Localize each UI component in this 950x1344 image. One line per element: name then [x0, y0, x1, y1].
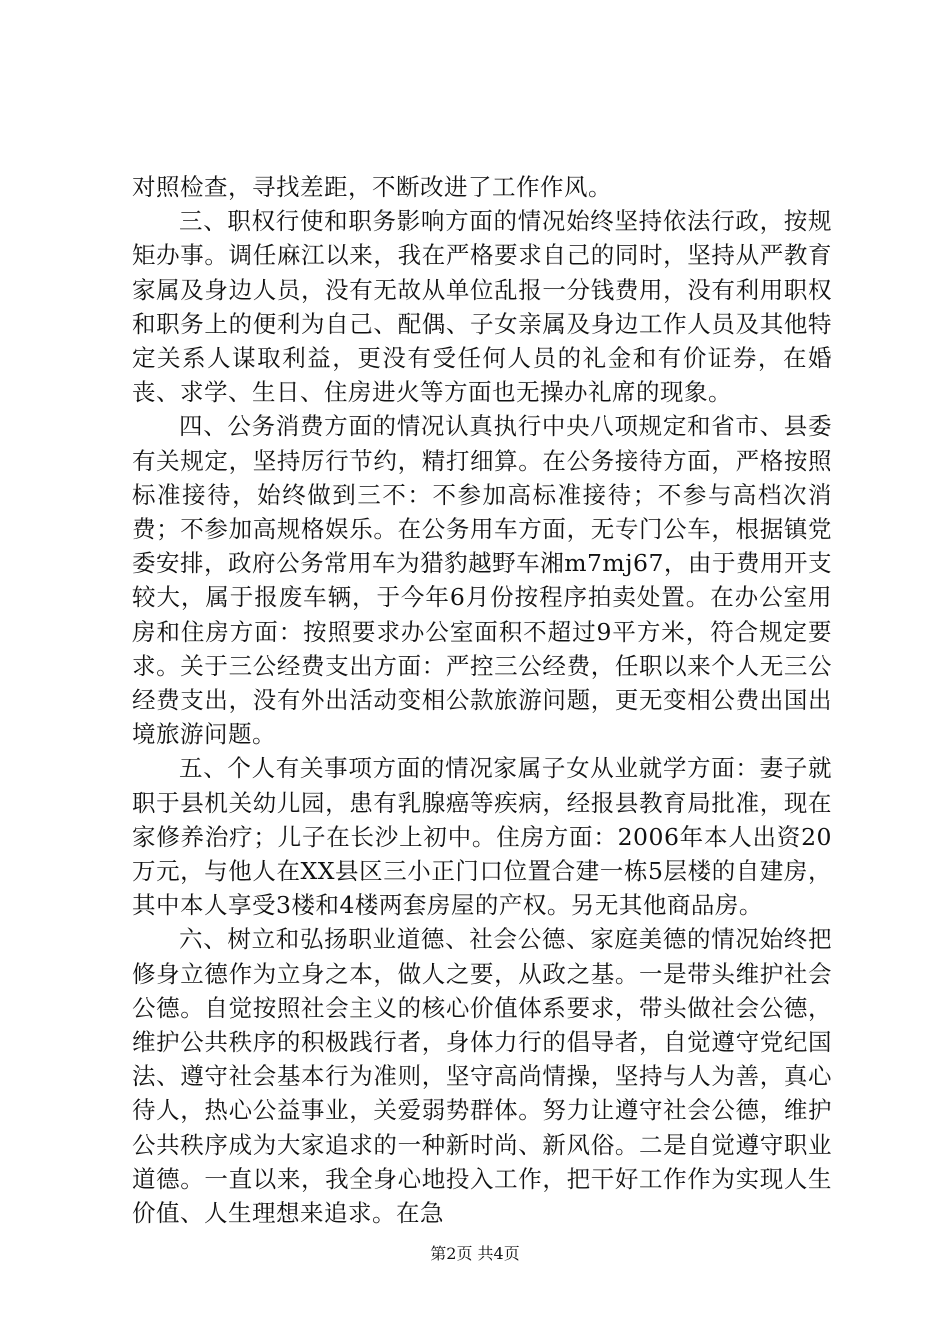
paragraph-2: 三、职权行使和职务影响方面的情况始终坚持依法行政，按规矩办事。调任麻江以来，我在严格要求自己的同时，坚持从严教育家属及身边人员，没有无故从单位乱报一分钱费用，没有利用职权和职务上的便利为自己、配偶、子女亲属及身边工作人员及其他特定关系人谋取利益，更没有受任何人员的礼金和有价证券，在婚丧、求学、生日、住房进火等方面也无操办礼席的现象。 [132, 207, 832, 407]
paragraph-3: 四、公务消费方面的情况认真执行中央八项规定和省市、县委有关规定，坚持厉行节约，精打细算。在公务接待方面，严格按照标准接待，始终做到三不：不参加高标准接待；不参与高档次消费；不参加高规格娱乐。在公务用车方面，无专门公车，根据镇党委安排，政府公务常用车为猎豹越野车湘m7mj67，由于费用开支较大，属于报废车辆，于今年6月份按程序拍卖处置。在办公室用房和住房方面：按照要求办公室面积不超过9平方米，符合规定要求。关于三公经费支出方面：严控三公经费，任职以来个人无三公经费支出，没有外出活动变相公款旅游问题，更无变相公费出国出境旅游问题。 [132, 412, 832, 749]
page-footer [0, 1244, 950, 1264]
paragraph-5: 六、树立和弘扬职业道德、社会公德、家庭美德的情况始终把修身立德作为立身之本，做人之要，从政之基。一是带头维护社会公德。自觉按照社会主义的核心价值体系要求，带头做社会公德，维护公共秩序的积极践行者，身体力行的倡导者，自觉遵守党纪国法、遵守社会基本行为准则，坚守高尚情操，坚持与人为善，真心待人，热心公益事业，关爱弱势群体。努力让遵守社会公德，维护公共秩序成为大家追求的一种新时尚、新风俗。二是自觉遵守职业道德。一直以来，我全身心地投入工作，把干好工作作为实现人生价值、人生理想来追求。在急 [132, 925, 832, 1228]
page-number-label: 第2页 共4页 [430, 1244, 520, 1263]
document-body [132, 170, 832, 1230]
paragraph-4: 五、个人有关事项方面的情况家属子女从业就学方面：妻子就职于县机关幼儿园，患有乳腺癌等疾病，经报县教育局批准，现在家修养治疗；儿子在长沙上初中。住房方面：2006年本人出资20万元，与他人在XX县区三小正门口位置合建一栋5层楼的自建房，其中本人享受3楼和4楼两套房屋的产权。另无其他商品房。 [132, 754, 832, 920]
paragraph-1: 对照检查，寻找差距，不断改进了工作作风。 [132, 173, 612, 201]
